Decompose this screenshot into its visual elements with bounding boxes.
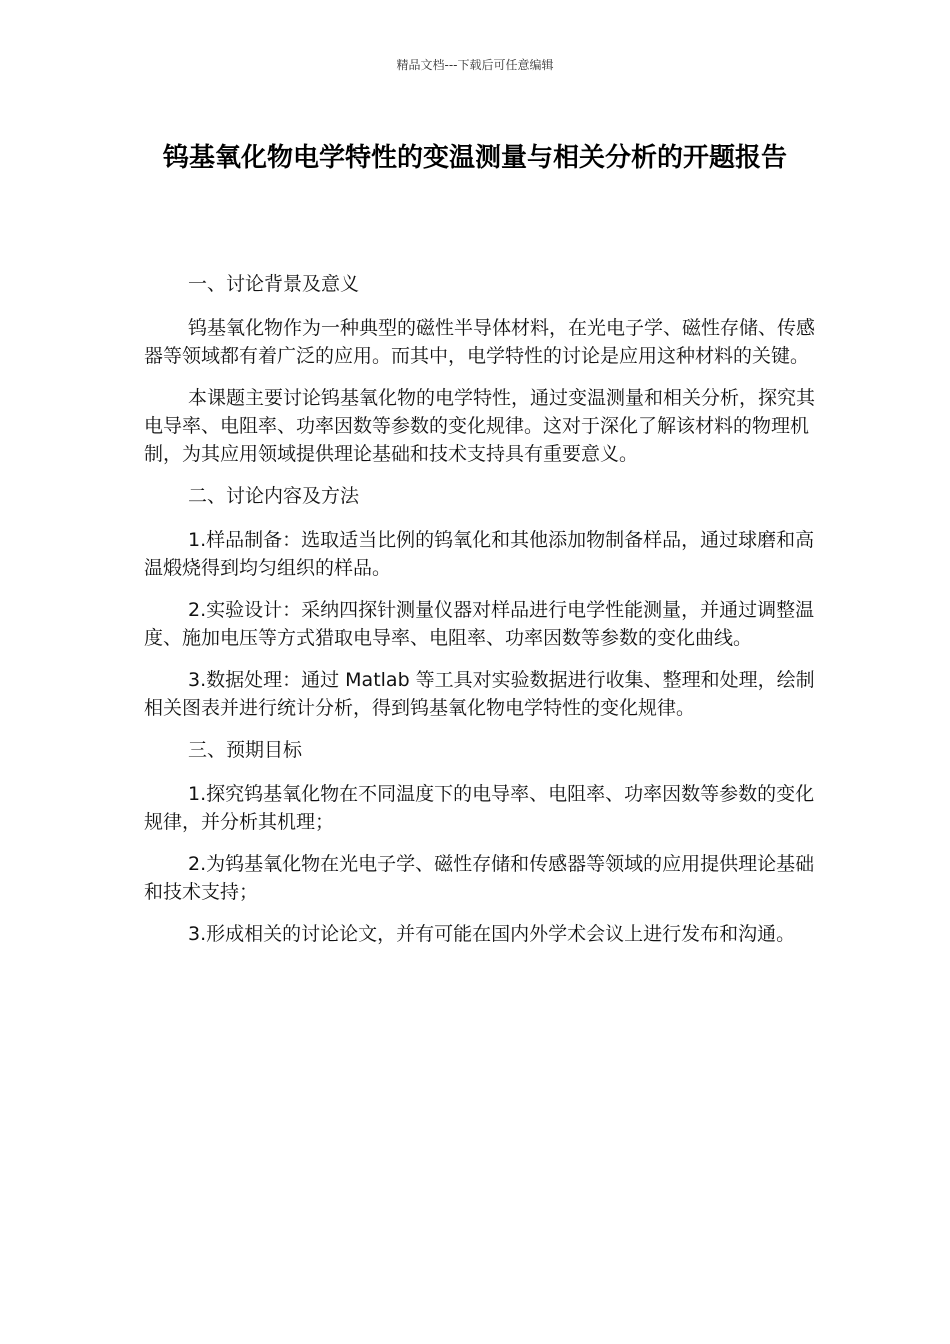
paragraph: 3.数据处理：通过 Matlab 等工具对实验数据进行收集、整理和处理，绘制相关图表并进行统计分析，得到钨基氧化物电学特性的变化规律。 <box>144 669 815 719</box>
paragraph: 1.探究钨基氧化物在不同温度下的电导率、电阻率、功率因数等参数的变化规律，并分析其机理； <box>144 783 815 833</box>
section-heading: 三、预期目标 <box>188 739 303 761</box>
section-heading: 一、讨论背景及意义 <box>188 273 360 295</box>
section-background <box>144 270 816 468</box>
paragraph: 1.样品制备：选取适当比例的钨氧化和其他添加物制备样品，通过球磨和高温煅烧得到均匀组织的样品。 <box>144 529 815 579</box>
paragraph: 2.实验设计：采纳四探针测量仪器对样品进行电学性能测量，并通过调整温度、施加电压等方式猎取电导率、电阻率、功率因数等参数的变化曲线。 <box>144 599 815 649</box>
header-note: 精品文档---下载后可任意编辑 <box>396 58 554 72</box>
paragraph: 本课题主要讨论钨基氧化物的电学特性，通过变温测量和相关分析，探究其电导率、电阻率、功率因数等参数的变化规律。这对于深化了解该材料的物理机制，为其应用领域提供理论基础和技术支持具有重要意义。 <box>144 387 816 465</box>
document-body <box>144 270 816 962</box>
document-title: 钨基氧化物电学特性的变温测量与相关分析的开题报告 <box>162 143 787 173</box>
paragraph: 3.形成相关的讨论论文，并有可能在国内外学术会议上进行发布和沟通。 <box>188 923 796 945</box>
section-expected-goals <box>144 736 816 948</box>
paragraph: 2.为钨基氧化物在光电子学、磁性存储和传感器等领域的应用提供理论基础和技术支持； <box>144 853 815 903</box>
section-heading: 二、讨论内容及方法 <box>188 485 360 507</box>
paragraph: 钨基氧化物作为一种典型的磁性半导体材料，在光电子学、磁性存储、传感器等领域都有着广泛的应用。而其中，电学特性的讨论是应用这种材料的关键。 <box>144 317 816 367</box>
section-content-methods <box>144 482 816 722</box>
